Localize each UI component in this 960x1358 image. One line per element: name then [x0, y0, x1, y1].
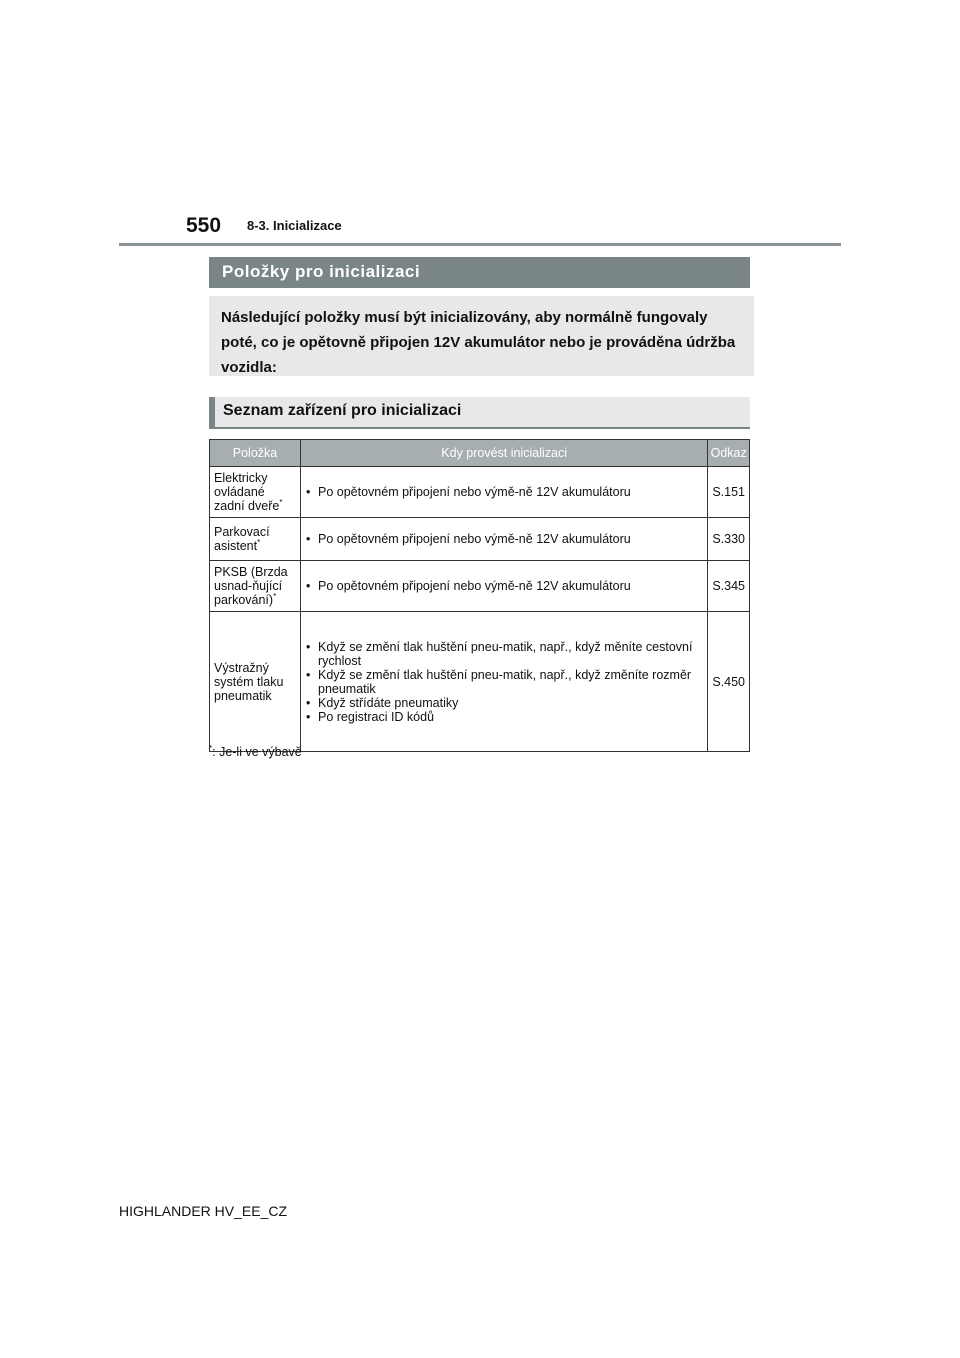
- column-header-when: Kdy provést inicializaci: [301, 440, 708, 467]
- section-title: 8-3. Inicializace: [247, 218, 342, 233]
- table-row: [210, 612, 750, 752]
- footnote: [209, 745, 302, 759]
- footnote-mark: *: [257, 537, 261, 547]
- reference-cell: S.330: [708, 518, 750, 561]
- footnote-mark: *: [209, 743, 213, 753]
- footnote-text: : Je-li ve výbavě: [212, 745, 302, 759]
- page-number: 550: [186, 214, 222, 237]
- bullet-item: • Po opětovném připojení nebo výmě-ně 12V akumulátoru: [305, 579, 703, 593]
- bullet-item: • Po opětovném připojení nebo výmě-ně 12V akumulátoru: [305, 485, 703, 499]
- bullet-item: • Když se změní tlak huštění pneu-matik, např., když měníte cestovní rychlost: [305, 640, 703, 668]
- when-cell: [301, 518, 708, 561]
- main-heading: Položky pro inicializaci: [209, 257, 750, 288]
- item-cell: [210, 561, 301, 612]
- when-cell: [301, 561, 708, 612]
- reference-cell: S.450: [708, 612, 750, 752]
- sub-heading: Seznam zařízení pro inicializaci: [209, 397, 750, 429]
- initialization-table: [209, 439, 750, 752]
- table-row: [210, 518, 750, 561]
- bullet-item: • Po registraci ID kódů: [305, 710, 703, 724]
- when-cell: [301, 612, 708, 752]
- table-row: [210, 467, 750, 518]
- reference-cell: S.151: [708, 467, 750, 518]
- when-cell: [301, 467, 708, 518]
- header-divider: [119, 243, 841, 246]
- column-header-reference: Odkaz: [708, 440, 750, 467]
- table-row: [210, 561, 750, 612]
- item-label: Elektricky ovládané zadní dveře: [214, 471, 280, 513]
- intro-paragraph: Následující položky musí být inicializovány, aby normálně fungovaly poté, co je opětovně připojen 12V akumulátor nebo je prováděna údržba vozidla:: [209, 296, 754, 376]
- item-label: Výstražný systém tlaku pneumatik: [214, 660, 284, 703]
- bullet-item: • Po opětovném připojení nebo výmě-ně 12V akumulátoru: [305, 532, 703, 546]
- item-cell: [210, 518, 301, 561]
- item-cell: [210, 467, 301, 518]
- footnote-mark: *: [273, 591, 277, 601]
- column-header-item: Položka: [210, 440, 301, 467]
- item-label: PKSB (Brzda usnad-ňující parkování): [214, 565, 288, 607]
- table-header-row: [210, 440, 750, 467]
- bullet-item: • Když se změní tlak huštění pneu-matik, např., když změníte rozměr pneumatik: [305, 668, 703, 696]
- item-label: Parkovací asistent: [214, 525, 270, 553]
- item-cell: [210, 612, 301, 752]
- bullet-item: • Když střídáte pneumatiky: [305, 696, 703, 710]
- document-code: HIGHLANDER HV_EE_CZ: [119, 1203, 288, 1219]
- footnote-mark: *: [279, 497, 283, 507]
- reference-cell: S.345: [708, 561, 750, 612]
